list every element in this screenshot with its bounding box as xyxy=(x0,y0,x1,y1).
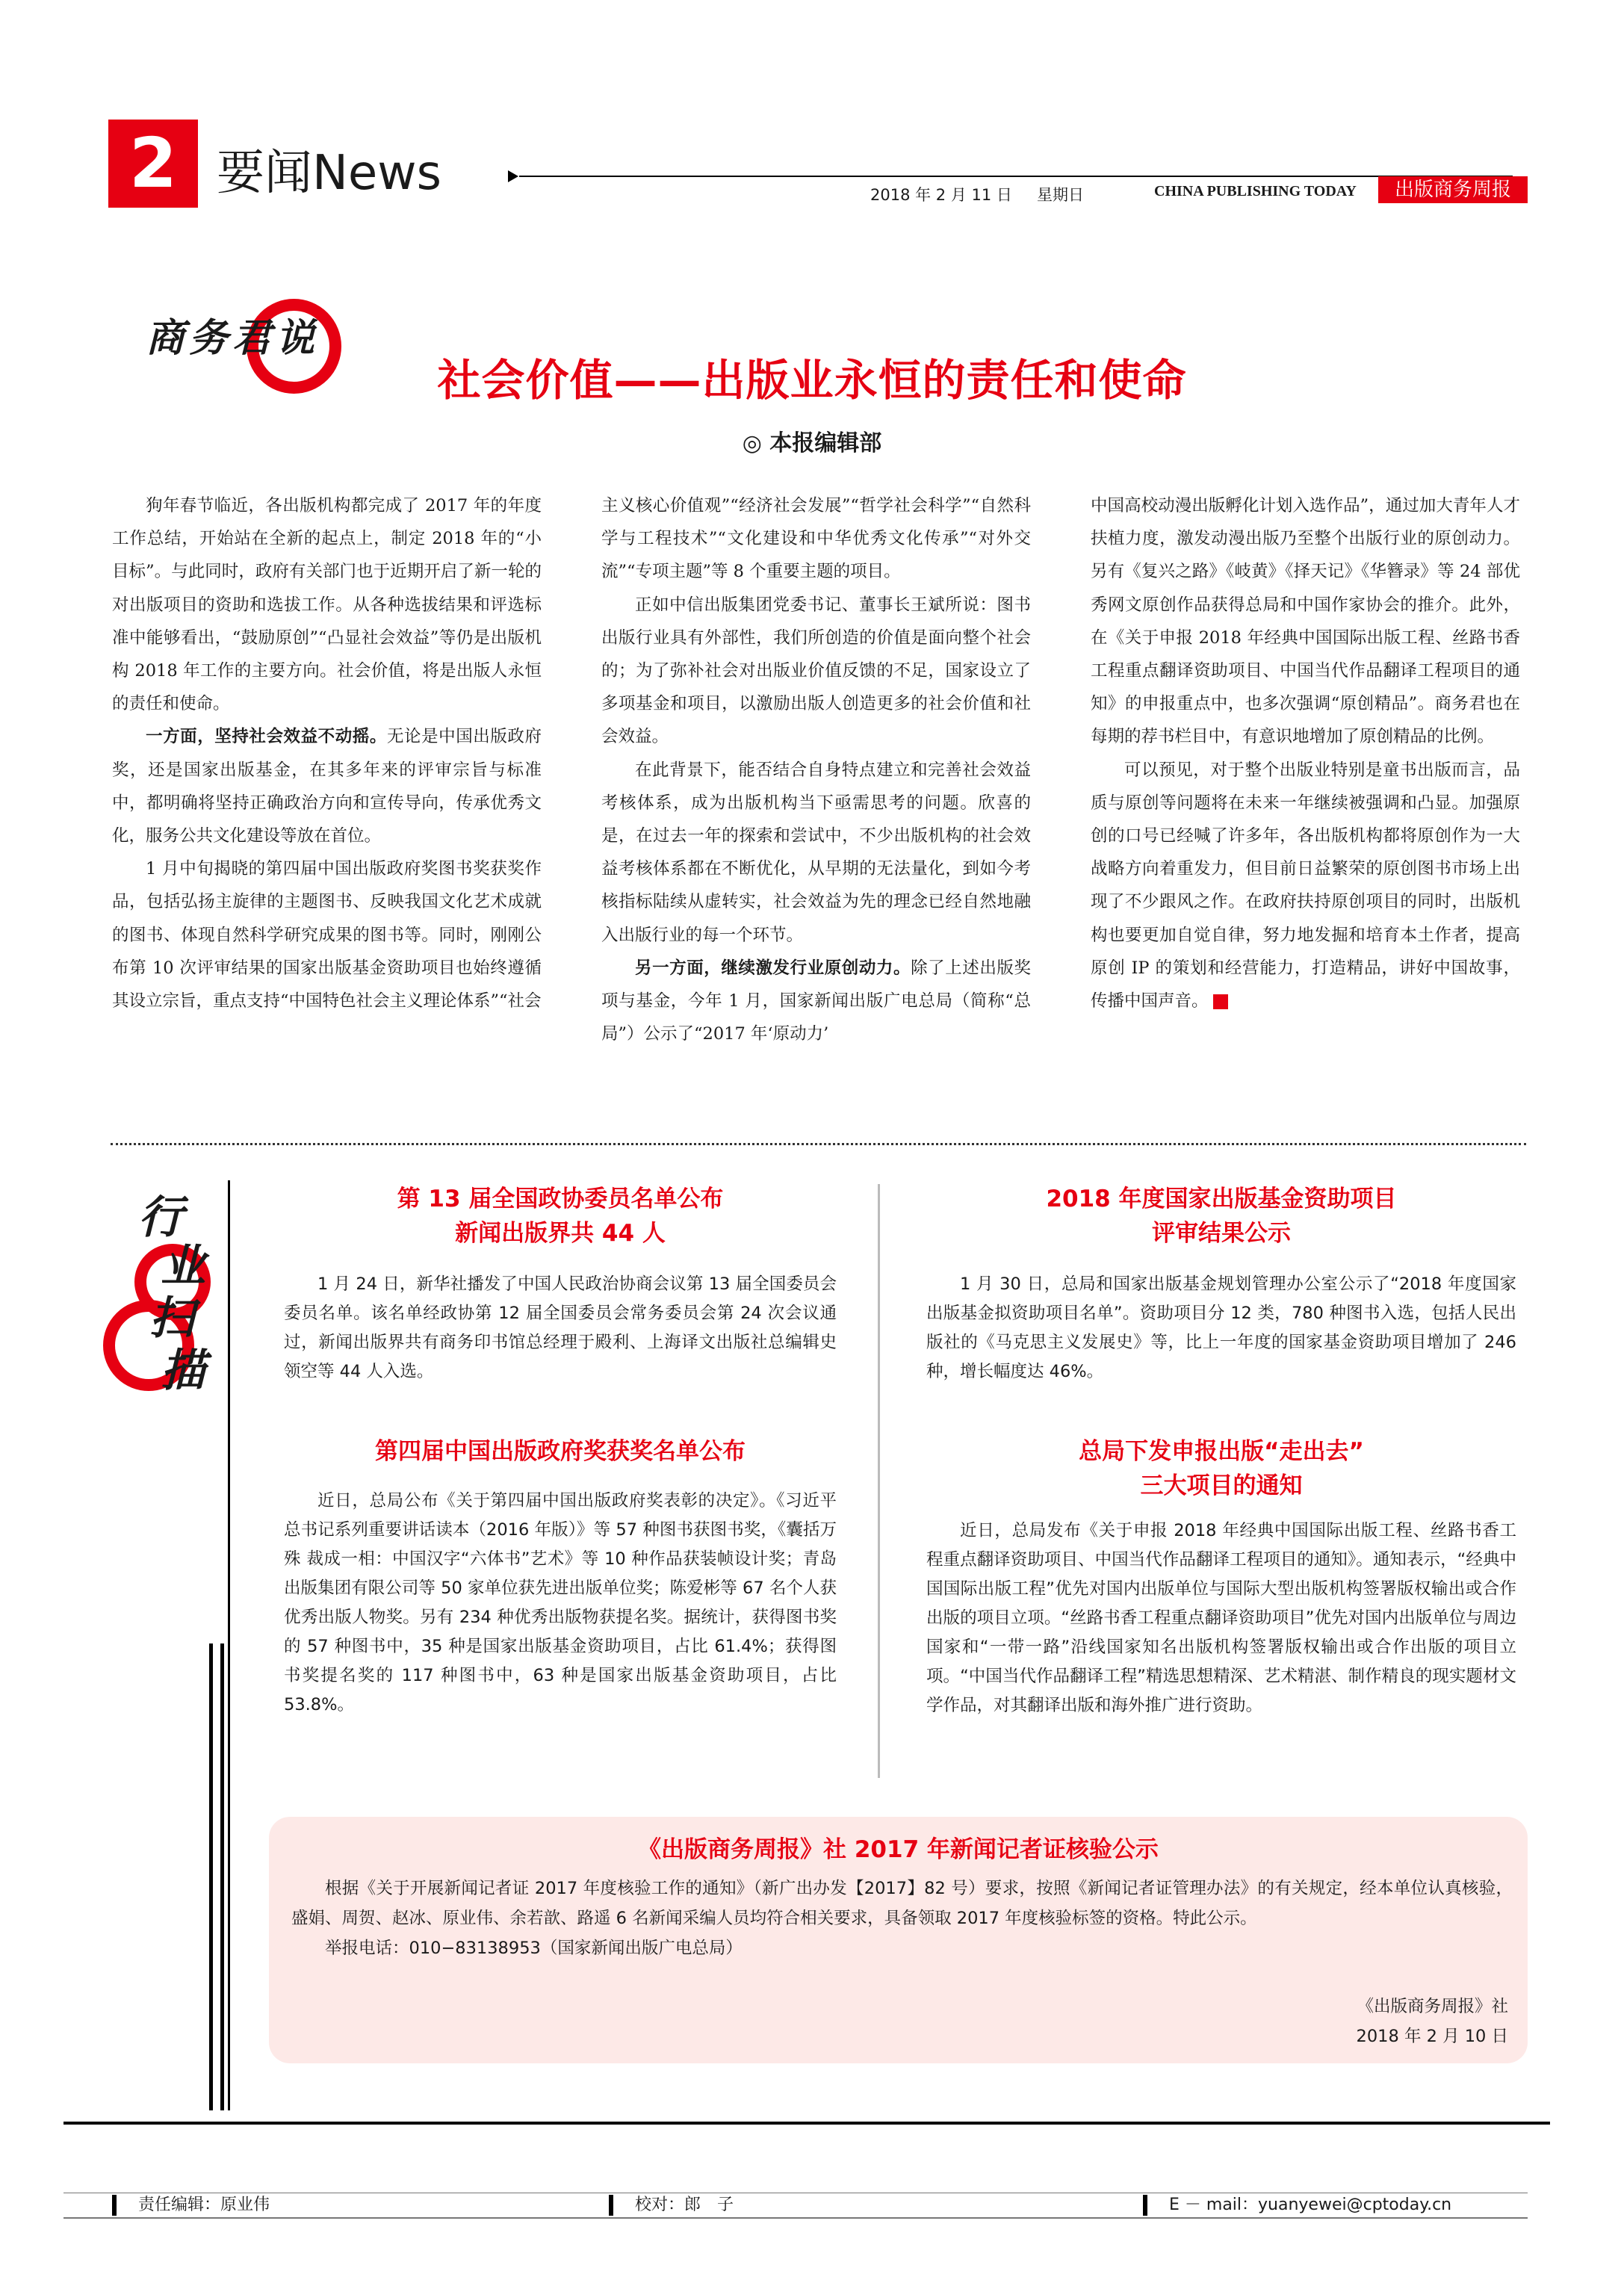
notice-sign-date: 2018 年 2 月 10 日 xyxy=(1356,2027,1508,2046)
news-title-line: 评审结果公示 xyxy=(1152,1220,1291,1247)
paragraph: 狗年春节临近，各出版机构都完成了 2017 年的年度工作总结，开始站在全新的起点上，制定 2018 年的“小目标”。与此同时，政府有关部门也于近期开启了新一轮的对出版项目的资助和选拔工作。从各种选拔结果和评选标准中能够看出，“鼓励原创”“凸显社会效益”等仍是出版机构 2018 年工作的主要方向。社会价值，将是出版人永恒的责任和使命。 xyxy=(112,496,542,714)
issue-date: 2018 年 2 月 11 日 xyxy=(870,186,1012,204)
lead-in: 一方面，坚持社会效益不动摇。 xyxy=(146,727,387,747)
paragraph: 根据《关于开展新闻记者证 2017 年度核验工作的通知》（新广出办发【2017】82 号）要求，按照《新闻记者证管理办法》的有关规定，经本单位认真核验，盛娟、周贺、赵冰、原业伟、余若歆、路遥 6 名新闻采编人员均符合相关要求，具备领取 2017 年度核验标签的资格。特此公示。 xyxy=(291,1879,1513,1928)
footer-marker xyxy=(112,2195,117,2216)
paragraph-rest: 无论是中国出版政府奖，还是国家出版基金，在其多年来的评审宗旨与标准中，都明确将坚持正确政治方向和宣传导向，传承优秀文化，服务公共文化建设等放在首位。 xyxy=(112,727,542,846)
arrow-icon xyxy=(508,170,518,182)
paragraph xyxy=(112,720,542,852)
column-divider xyxy=(878,1184,880,1778)
section-divider xyxy=(111,1143,1526,1145)
news-title-line: 第 13 届全国政协委员名单公布 xyxy=(397,1186,724,1212)
news-title xyxy=(926,1434,1516,1503)
paper-name-badge: 出版商务周报 xyxy=(1378,176,1528,203)
footer-proofreader: 校对：郎 子 xyxy=(635,2196,734,2214)
footer-email: E － mail：yuanyewei@cptoday.cn xyxy=(1169,2196,1452,2214)
bottom-rule xyxy=(63,2122,1550,2125)
scan-logo-char: 业 xyxy=(161,1240,205,1292)
news-body xyxy=(284,1270,837,1387)
lead-in: 另一方面，继续激发行业原创动力。 xyxy=(635,958,911,978)
header-rule xyxy=(519,176,1513,177)
paragraph: 中国高校动漫出版孵化计划入选作品”，通过加大青年人才扶植力度，激发动漫出版乃至整个出版行业的原创动力。另有《复兴之路》《岐黄》《择天记》《华簪录》等 24 部优秀网文原创作品获得总局和中国作家协会的推介。此外，在《关于申报 2018 年经典中国国际出版工程、丝路书香工程重点翻译资助项目、中国当代作品翻译工程项目的通知》的申报重点中，也多次强调“原创精品”。商务君也在每期的荐书栏目中，有意识地增加了原创精品的比例。 xyxy=(1091,496,1520,747)
news-title-line: 新闻出版界共 44 人 xyxy=(455,1220,666,1247)
paragraph: 近日，总局发布《关于申报 2018 年经典中国国际出版工程、丝路书香工程重点翻译资助项目、中国当代作品翻译工程项目的通知》。通知表示，“经典中国国际出版工程”优先对国内出版单位与国际大型出版机构签署版权输出或合作出版的项目立项。“丝路书香工程重点翻译资助项目”优先对国内出版单位与周边国家和“一带一路”沿线国家知名出版机构签署版权输出或合作出版的项目立项。“中国当代作品翻译工程”精选思想精深、艺术精湛、制作精良的现实题材文学作品，对其翻译出版和海外推广进行资助。 xyxy=(926,1521,1516,1715)
scan-logo-char: 行 xyxy=(138,1192,183,1244)
notice-hotline: 举报电话：010−83138953（国家新闻出版广电总局） xyxy=(325,1939,743,1958)
notice-title: 《出版商务周报》社 2017 年新闻记者证核验公示 xyxy=(638,1836,1159,1863)
paragraph-rest: 除了上述出版奖项与基金，今年 1 月，国家新闻出版广电总局（简称“总局”）公示了“2017 年‘原动力’ xyxy=(601,958,1031,1044)
notice-signature: 《出版商务周报》社 xyxy=(1357,1997,1508,2016)
paragraph: 主义核心价值观”“经济社会发展”“哲学社会科学”“自然科学与工程技术”“文化建设和中华优秀文化传承”“对外交流”“专项主题”等 8 个重要主题的项目。 xyxy=(601,496,1031,582)
footer-marker xyxy=(1143,2195,1147,2216)
news-title-line: 总局下发申报出版“走出去” xyxy=(1079,1438,1364,1465)
news-body xyxy=(284,1487,837,1720)
scan-logo-char: 描 xyxy=(161,1345,205,1397)
news-title-line: 三大项目的通知 xyxy=(1140,1472,1303,1499)
news-title xyxy=(926,1182,1516,1251)
news-body xyxy=(926,1516,1516,1720)
scan-logo-char: 扫 xyxy=(149,1292,194,1345)
article-byline: ◎ 本报编辑部 xyxy=(742,430,882,456)
paper-name-en: CHINA PUBLISHING TODAY xyxy=(1154,183,1357,199)
footer-marker xyxy=(609,2195,613,2216)
notice-body xyxy=(291,1874,1513,1963)
end-mark-icon xyxy=(1213,994,1228,1009)
paragraph: 1 月 30 日，总局和国家出版基金规划管理办公室公示了“2018 年度国家出版基金拟资助项目名单”。资助项目分 12 类，780 种图书入选，包括人民出版社的《马克思主义发展史》等，比上一年度的国家基金资助项目增加了 246 种，增长幅度达 46%。 xyxy=(926,1274,1516,1381)
scan-vertical-rule xyxy=(220,1643,224,2110)
footer-editor: 责任编辑：原业伟 xyxy=(138,2196,270,2214)
article-column-1 xyxy=(112,489,542,1017)
news-title xyxy=(284,1434,837,1469)
article-column-3 xyxy=(1091,489,1520,1017)
page-number: 2 xyxy=(108,120,198,208)
paragraph: 近日，总局公布《关于第四届中国出版政府奖表彰的决定》。《习近平总书记系列重要讲话读本（2016 年版）》等 57 种图书获图书奖，《囊括万殊 裁成一相：中国汉字“六体书”艺术》等 10 种作品获装帧设计奖；青岛出版集团有限公司等 50 家单位获先进出版单位奖；陈爱彬等 67 名个人获优秀出版人物奖。另有 234 种优秀出版物获提名奖。据统计，获得图书奖的 57 种图书中，35 种是国家出版基金资助项目，占比 61.4%；获得图书奖提名奖的 117 种图书中，63 种是国家出版基金资助项目，占比 53.8%。 xyxy=(284,1491,837,1714)
news-title-line: 2018 年度国家出版基金资助项目 xyxy=(1046,1186,1397,1212)
scan-vertical-rule xyxy=(209,1643,213,2110)
section-title: 要闻News xyxy=(217,146,441,201)
news-title xyxy=(284,1182,837,1251)
scan-vertical-rule xyxy=(228,1180,230,2110)
news-title-line: 第四届中国出版政府奖获奖名单公布 xyxy=(375,1438,746,1465)
paragraph xyxy=(601,952,1031,1051)
column-logo: 商务君说 xyxy=(146,315,320,361)
paragraph: 在此背景下，能否结合自身特点建立和完善社会效益考核体系，成为出版机构当下亟需思考的问题。欣喜的是，在过去一年的探索和尝试中，不少出版机构的社会效益考核体系都在不断优化，从早期的无法量化，到如今考核指标陆续从虚转实，社会效益为先的理念已经自然地融入出版行业的每一个环节。 xyxy=(601,760,1031,945)
paragraph-text: 可以预见，对于整个出版业特别是童书出版而言，品质与原创等问题将在未来一年继续被强调和凸显。加强原创的口号已经喊了许多年，各出版机构都将原创作为一大战略方向着重发力，但目前日益繁荣的原创图书市场上出现了不少跟风之作。在政府扶持原创项目的同时，出版机构也要更加自觉自律，努力地发掘和培育本土作者，提高原创 IP 的策划和经营能力，打造精品，讲好中国故事，传播中国声音。 xyxy=(1091,760,1520,1011)
paragraph: 正如中信出版集团党委书记、董事长王斌所说：图书出版行业具有外部性，我们所创造的价值是面向整个社会的；为了弥补社会对出版业价值反馈的不足，国家设立了多项基金和项目，以激励出版人创造更多的社会价值和社会效益。 xyxy=(601,595,1031,747)
issue-weekday: 星期日 xyxy=(1037,186,1084,204)
paragraph xyxy=(1091,754,1520,1018)
news-body xyxy=(926,1270,1516,1387)
paragraph: 1 月 24 日，新华社播发了中国人民政治协商会议第 13 届全国委员会委员名单。该名单经政协第 12 届全国委员会常务委员会第 24 次会议通过，新闻出版界共有商务印书馆总经理于殿利、上海译文出版社总编辑史领空等 44 人入选。 xyxy=(284,1274,837,1381)
article-headline: 社会价值——出版业永恒的责任和使命 xyxy=(437,355,1187,406)
paragraph: 1 月中旬揭晓的第四届中国出版政府奖图书奖获奖作品，包括弘扬主旋律的主题图书、反映我国文化艺术成就的图书、体现自然科学研究成果的图书等。同时，刚刚公布第 10 次评审结果的国家出版基金资助项目也始终遵循其设立宗旨，重点支持“中国特色社会主义理论体系”“社会 xyxy=(112,859,542,1011)
article-column-2 xyxy=(601,489,1031,1050)
